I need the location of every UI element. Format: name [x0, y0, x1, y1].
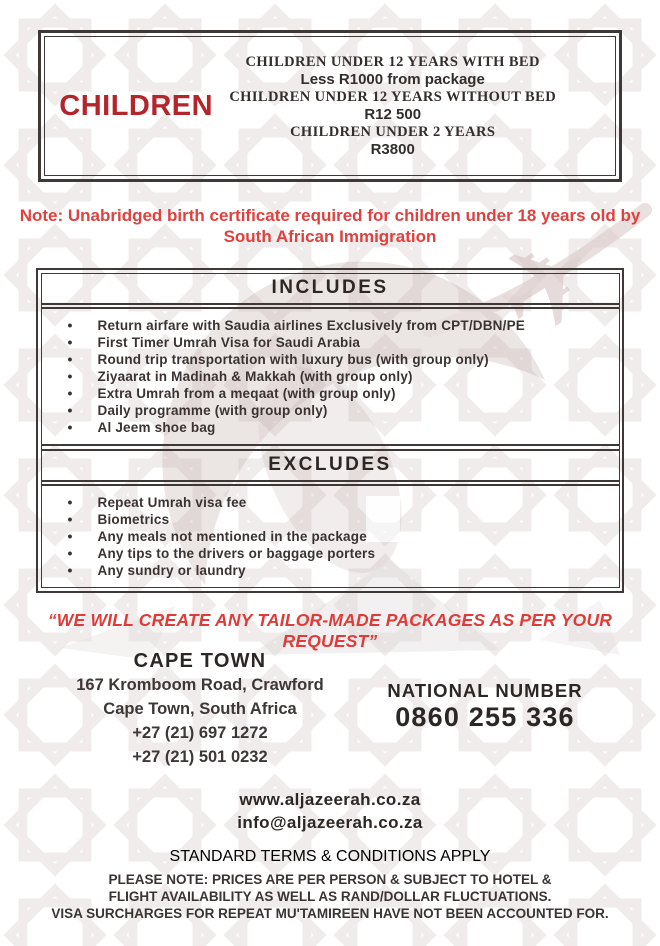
- national-number-block: [355, 680, 615, 732]
- price-line: CHILDREN UNDER 12 YEARS WITHOUT BED: [229, 88, 557, 105]
- includes-item: • Daily programme (with group only): [42, 402, 619, 419]
- national-number: 0860 255 336: [395, 702, 575, 732]
- includes-item: • Round trip transportation with luxury bus (with group only): [42, 351, 619, 368]
- terms-heading: STANDARD TERMS & CONDITIONS APPLY: [169, 848, 491, 865]
- children-price-box: [38, 30, 622, 182]
- price-line: CHILDREN UNDER 2 YEARS: [290, 123, 496, 140]
- web-contact-block: [0, 788, 660, 834]
- excludes-header: EXCLUDES: [268, 453, 392, 475]
- includes-list: [42, 309, 619, 444]
- terms-note: [90, 872, 570, 905]
- excludes-item: • Any tips to the drivers or baggage porters: [42, 545, 619, 562]
- includes-item: • First Timer Umrah Visa for Saudi Arabia: [42, 334, 619, 351]
- website-url: www.aljazeerah.co.za: [239, 790, 421, 809]
- phone-number: +27 (21) 697 1272: [132, 724, 268, 742]
- terms-note-bold: RAND/DOLLAR FLUCTUATIONS: [340, 888, 548, 904]
- immigration-note: Note: Unabridged birth certificate required for children under 18 years old by South African Immigration: [19, 206, 641, 246]
- please-note-label: PLEASE NOTE:: [108, 872, 209, 887]
- includes-item: • Ziyaarat in Madinah & Makkah (with group only): [42, 368, 619, 385]
- price-line: R3800: [370, 141, 415, 158]
- terms-note-period: .: [547, 888, 552, 904]
- phone-number: +27 (21) 501 0232: [132, 748, 268, 766]
- excludes-list: [42, 486, 619, 587]
- excludes-item: • Biometrics: [42, 511, 619, 528]
- children-price-box-inner: [44, 36, 616, 176]
- national-number-label: NATIONAL NUMBER: [387, 680, 583, 701]
- includes-header: INCLUDES: [271, 276, 389, 298]
- includes-item: • Al Jeem shoe bag: [42, 419, 619, 436]
- excludes-item: • Any sundry or laundry: [42, 562, 619, 579]
- excludes-item: • Any meals not mentioned in the package: [42, 528, 619, 545]
- children-heading: CHILDREN: [59, 89, 214, 122]
- excludes-item: • Repeat Umrah visa fee: [42, 494, 619, 511]
- tailor-made-tagline: “WE WILL CREATE ANY TAILOR-MADE PACKAGES AS PER YOUR REQUEST”: [47, 610, 613, 651]
- email-address: info@aljazeerah.co.za: [237, 813, 423, 832]
- visa-surcharge-note: VISA SURCHARGES FOR REPEAT MU'TAMIREEN HAVE NOT BEEN ACCOUNTED FOR.: [51, 906, 609, 921]
- panel-inner: [41, 273, 620, 589]
- branch-name: CAPE TOWN: [133, 650, 267, 672]
- price-line: R12 500: [364, 106, 422, 123]
- terms-block: [0, 848, 660, 921]
- airplane-icon: ✈: [467, 201, 627, 369]
- address-line: Cape Town, South Africa: [103, 700, 297, 718]
- price-line: Less R1000 from package: [300, 71, 485, 88]
- children-price-lines: [227, 54, 558, 159]
- includes-item: • Return airfare with Saudia airlines Exclusively from CPT/DBN/PE: [42, 317, 619, 334]
- address-line: 167 Kromboom Road, Crawford: [76, 676, 324, 694]
- includes-excludes-panel: [36, 268, 624, 593]
- terms-note-text: PRICES ARE PER PERSON & SUBJECT TO HOTEL & FLIGHT AVAILABILITY AS WELL AS: [108, 872, 552, 904]
- cape-town-contact-block: [50, 650, 350, 769]
- price-line: CHILDREN UNDER 12 YEARS WITH BED: [245, 53, 540, 70]
- includes-item: • Extra Umrah from a meqaat (with group only): [42, 385, 619, 402]
